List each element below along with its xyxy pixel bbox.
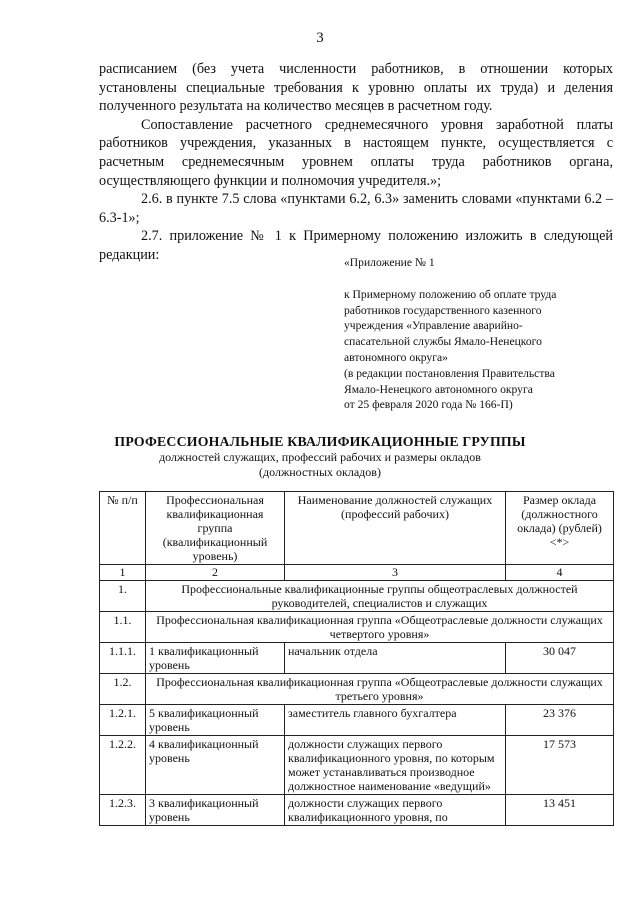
- row-number: 1.2.2.: [100, 736, 146, 795]
- row-number: 1.2.3.: [100, 795, 146, 826]
- table-row: [100, 612, 614, 643]
- position-name: должности служащих первого квалификационного уровня, по которым может устанавливаться производное должностное наименование «ведущий»: [285, 736, 506, 795]
- table-row: [100, 643, 614, 674]
- table-row: [100, 705, 614, 736]
- qualification-level: 3 квалификационный уровень: [146, 795, 285, 826]
- appendix-block: [344, 255, 604, 413]
- row-number: 1.2.1.: [100, 705, 146, 736]
- salary-value: 23 376: [506, 705, 614, 736]
- group-title: Профессиональные квалификационные группы общеотраслевых должностей руководителей, специалистов и служащих: [146, 581, 614, 612]
- header-num: № п/п: [100, 492, 146, 565]
- group-title: Профессиональная квалификационная группа «Общеотраслевые должности служащих третьего уровня»: [146, 674, 614, 705]
- index-cell: 1: [100, 565, 146, 581]
- qualification-table: [99, 491, 614, 826]
- salary-value: 30 047: [506, 643, 614, 674]
- header-group: Профессиональная квалификационная группа (квалификационный уровень): [146, 492, 285, 565]
- appendix-line: автономного округа»: [344, 350, 448, 364]
- page-number: 3: [316, 30, 324, 46]
- header-salary: Размер оклада (должностного оклада) (рублей) <*>: [506, 492, 614, 565]
- title-main: ПРОФЕССИОНАЛЬНЫЕ КВАЛИФИКАЦИОННЫЕ ГРУППЫ: [114, 434, 526, 449]
- appendix-line: от 25 февраля 2020 года № 166-П): [344, 398, 513, 412]
- table-row: [100, 674, 614, 705]
- index-cell: 3: [285, 565, 506, 581]
- paragraph-2: Сопоставление расчетного среднемесячного уровня заработной платы работников учреждения, указанных в настоящем пункте, осуществляется с расчетным среднемесячным уровнем оплаты труда работников органа, осуществляющего функции и полномочия учредителя.»;: [99, 116, 613, 189]
- appendix-line: учреждения «Управление аварийно-: [344, 319, 523, 333]
- position-name: начальник отдела: [285, 643, 506, 674]
- title-sub-1: должностей служащих, профессий рабочих и размеры окладов: [159, 450, 481, 464]
- row-number: 1.1.1.: [100, 643, 146, 674]
- position-name: должности служащих первого квалификационного уровня, по: [285, 795, 506, 826]
- table-header-row: [100, 492, 614, 565]
- header-position: Наименование должностей служащих (профессий рабочих): [285, 492, 506, 565]
- table-index-row: [100, 565, 614, 581]
- row-number: 1.: [100, 581, 146, 612]
- salary-value: 13 451: [506, 795, 614, 826]
- row-number: 1.2.: [100, 674, 146, 705]
- title-sub-2: (должностных окладов): [259, 464, 381, 479]
- group-title: Профессиональная квалификационная группа «Общеотраслевые должности служащих четвертого уровня»: [146, 612, 614, 643]
- table-row: [100, 795, 614, 826]
- paragraph-3: 2.6. в пункте 7.5 слова «пунктами 6.2, 6.3» заменить словами «пунктами 6.2 – 6.3-1»;: [99, 191, 613, 226]
- document-title: [0, 434, 640, 479]
- position-name: заместитель главного бухгалтера: [285, 705, 506, 736]
- index-cell: 4: [506, 565, 614, 581]
- qualification-level: 1 квалификационный уровень: [146, 643, 285, 674]
- table-row: [100, 736, 614, 795]
- qualification-level: 4 квалификационный уровень: [146, 736, 285, 795]
- table-row: [100, 581, 614, 612]
- salary-value: 17 573: [506, 736, 614, 795]
- appendix-line: спасательной службы Ямало-Ненецкого: [344, 335, 542, 349]
- appendix-line: (в редакции постановления Правительства: [344, 366, 555, 380]
- row-number: 1.1.: [100, 612, 146, 643]
- appendix-line: Ямало-Ненецкого автономного округа: [344, 382, 533, 396]
- qualification-level: 5 квалификационный уровень: [146, 705, 285, 736]
- index-cell: 2: [146, 565, 285, 581]
- appendix-line: к Примерному положению об оплате труда: [344, 287, 557, 301]
- paragraph-4: 2.7. приложение № 1 к Примерному положению изложить в следующей редакции:: [99, 228, 613, 263]
- paragraph-1: расписанием (без учета численности работников, в отношении которых установлены специальные требования к уровню оплаты их труда) и деления полученного результата на количество месяцев в расчетном году.: [99, 61, 613, 115]
- appendix-heading: «Приложение № 1: [344, 256, 435, 269]
- appendix-line: работников государственного казенного: [344, 303, 542, 317]
- body-text: [99, 60, 613, 265]
